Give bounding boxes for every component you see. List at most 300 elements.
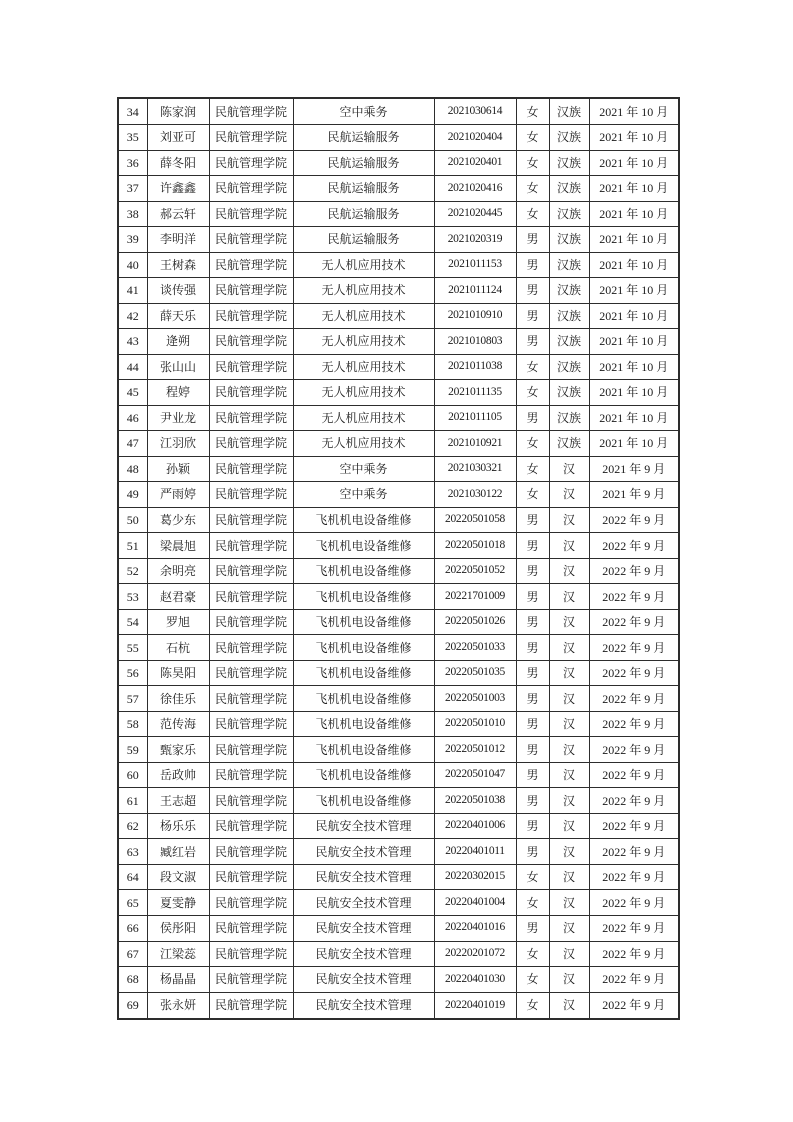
table-cell: 民航管理学院 xyxy=(209,737,293,763)
table-cell: 汉 xyxy=(549,967,589,993)
student-table-body xyxy=(118,98,679,1019)
table-cell: 赵君豪 xyxy=(147,584,209,610)
table-cell: 飞机机电设备维修 xyxy=(293,686,434,712)
table-row xyxy=(118,737,679,763)
table-cell: 民航管理学院 xyxy=(209,482,293,508)
table-cell: 汉 xyxy=(549,635,589,661)
table-cell: 男 xyxy=(516,533,549,559)
table-cell: 20220501018 xyxy=(434,533,516,559)
table-cell: 20221701009 xyxy=(434,584,516,610)
table-cell: 汉族 xyxy=(549,227,589,253)
table-cell: 汉族 xyxy=(549,431,589,457)
table-row xyxy=(118,864,679,890)
table-cell: 2022 年 9 月 xyxy=(589,762,679,788)
table-cell: 女 xyxy=(516,482,549,508)
table-cell: 汉族 xyxy=(549,150,589,176)
table-cell: 汉族 xyxy=(549,98,589,125)
table-cell: 男 xyxy=(516,762,549,788)
table-cell: 段文淑 xyxy=(147,864,209,890)
table-cell: 女 xyxy=(516,98,549,125)
table-cell: 汉 xyxy=(549,788,589,814)
table-row xyxy=(118,201,679,227)
table-cell: 66 xyxy=(118,915,147,941)
table-cell: 余明亮 xyxy=(147,558,209,584)
table-cell: 王志超 xyxy=(147,788,209,814)
table-cell: 民航管理学院 xyxy=(209,507,293,533)
table-cell: 20220302015 xyxy=(434,864,516,890)
table-cell: 民航管理学院 xyxy=(209,839,293,865)
table-cell: 男 xyxy=(516,329,549,355)
table-cell: 女 xyxy=(516,431,549,457)
table-cell: 女 xyxy=(516,125,549,151)
table-cell: 2022 年 9 月 xyxy=(589,788,679,814)
table-cell: 孙颖 xyxy=(147,456,209,482)
table-cell: 男 xyxy=(516,635,549,661)
table-cell: 汉族 xyxy=(549,329,589,355)
table-cell: 民航管理学院 xyxy=(209,252,293,278)
table-cell: 侯彤阳 xyxy=(147,915,209,941)
table-cell: 41 xyxy=(118,278,147,304)
table-cell: 臧红岩 xyxy=(147,839,209,865)
table-cell: 陈昊阳 xyxy=(147,660,209,686)
table-cell: 民航运输服务 xyxy=(293,176,434,202)
table-cell: 2021 年 10 月 xyxy=(589,252,679,278)
table-row xyxy=(118,176,679,202)
table-cell: 2021 年 10 月 xyxy=(589,354,679,380)
table-cell: 43 xyxy=(118,329,147,355)
table-cell: 2022 年 9 月 xyxy=(589,839,679,865)
table-cell: 民航管理学院 xyxy=(209,303,293,329)
table-cell: 男 xyxy=(516,788,549,814)
table-cell: 汉 xyxy=(549,941,589,967)
table-cell: 民航管理学院 xyxy=(209,278,293,304)
table-row xyxy=(118,380,679,406)
table-row xyxy=(118,533,679,559)
table-row xyxy=(118,558,679,584)
table-cell: 男 xyxy=(516,558,549,584)
table-cell: 2021 年 10 月 xyxy=(589,150,679,176)
table-cell: 64 xyxy=(118,864,147,890)
table-cell: 民航管理学院 xyxy=(209,890,293,916)
table-row xyxy=(118,456,679,482)
table-cell: 逄朔 xyxy=(147,329,209,355)
table-cell: 2021030122 xyxy=(434,482,516,508)
table-cell: 2021020401 xyxy=(434,150,516,176)
table-cell: 无人机应用技术 xyxy=(293,354,434,380)
table-cell: 2022 年 9 月 xyxy=(589,507,679,533)
table-cell: 李明洋 xyxy=(147,227,209,253)
table-cell: 民航管理学院 xyxy=(209,380,293,406)
table-cell: 民航管理学院 xyxy=(209,660,293,686)
table-cell: 男 xyxy=(516,839,549,865)
table-row xyxy=(118,686,679,712)
table-cell: 38 xyxy=(118,201,147,227)
table-cell: 飞机机电设备维修 xyxy=(293,762,434,788)
student-roster-table xyxy=(117,97,680,1020)
table-cell: 无人机应用技术 xyxy=(293,380,434,406)
table-cell: 汉族 xyxy=(549,354,589,380)
table-cell: 2022 年 9 月 xyxy=(589,609,679,635)
table-cell: 男 xyxy=(516,252,549,278)
table-cell: 2021030614 xyxy=(434,98,516,125)
table-cell: 汉族 xyxy=(549,176,589,202)
table-row xyxy=(118,252,679,278)
table-row xyxy=(118,992,679,1019)
table-cell: 梁晨旭 xyxy=(147,533,209,559)
table-cell: 汉 xyxy=(549,558,589,584)
table-cell: 39 xyxy=(118,227,147,253)
table-cell: 男 xyxy=(516,711,549,737)
table-cell: 薛天乐 xyxy=(147,303,209,329)
table-cell: 2022 年 9 月 xyxy=(589,890,679,916)
table-cell: 汉族 xyxy=(549,201,589,227)
table-row xyxy=(118,839,679,865)
table-cell: 2021020404 xyxy=(434,125,516,151)
table-cell: 20220401019 xyxy=(434,992,516,1019)
table-cell: 20220501058 xyxy=(434,507,516,533)
table-cell: 2022 年 9 月 xyxy=(589,737,679,763)
table-cell: 民航管理学院 xyxy=(209,558,293,584)
table-cell: 50 xyxy=(118,507,147,533)
table-cell: 45 xyxy=(118,380,147,406)
table-cell: 民航管理学院 xyxy=(209,915,293,941)
table-cell: 20220501010 xyxy=(434,711,516,737)
table-cell: 王树森 xyxy=(147,252,209,278)
table-cell: 20220501012 xyxy=(434,737,516,763)
table-cell: 20220401004 xyxy=(434,890,516,916)
table-cell: 民航管理学院 xyxy=(209,533,293,559)
table-cell: 2022 年 9 月 xyxy=(589,967,679,993)
table-cell: 无人机应用技术 xyxy=(293,431,434,457)
table-cell: 民航管理学院 xyxy=(209,201,293,227)
table-cell: 20220401011 xyxy=(434,839,516,865)
table-cell: 65 xyxy=(118,890,147,916)
table-cell: 葛少东 xyxy=(147,507,209,533)
table-cell: 2021 年 10 月 xyxy=(589,278,679,304)
table-cell: 民航管理学院 xyxy=(209,150,293,176)
table-cell: 许鑫鑫 xyxy=(147,176,209,202)
table-row xyxy=(118,482,679,508)
table-cell: 民航运输服务 xyxy=(293,201,434,227)
table-cell: 汉族 xyxy=(549,125,589,151)
table-cell: 女 xyxy=(516,992,549,1019)
table-cell: 46 xyxy=(118,405,147,431)
table-cell: 民航运输服务 xyxy=(293,227,434,253)
table-cell: 民航管理学院 xyxy=(209,584,293,610)
table-cell: 2021011105 xyxy=(434,405,516,431)
table-cell: 汉族 xyxy=(549,278,589,304)
table-cell: 汉族 xyxy=(549,405,589,431)
table-cell: 薛冬阳 xyxy=(147,150,209,176)
table-row xyxy=(118,98,679,125)
table-cell: 男 xyxy=(516,686,549,712)
table-cell: 汉族 xyxy=(549,303,589,329)
table-cell: 44 xyxy=(118,354,147,380)
table-row xyxy=(118,915,679,941)
table-cell: 2021 年 10 月 xyxy=(589,380,679,406)
table-cell: 男 xyxy=(516,507,549,533)
table-cell: 汉 xyxy=(549,839,589,865)
table-cell: 男 xyxy=(516,813,549,839)
table-cell: 2022 年 9 月 xyxy=(589,558,679,584)
table-cell: 2021 年 10 月 xyxy=(589,125,679,151)
table-cell: 郝云轩 xyxy=(147,201,209,227)
table-row xyxy=(118,227,679,253)
table-cell: 61 xyxy=(118,788,147,814)
table-cell: 汉 xyxy=(549,584,589,610)
table-cell: 2022 年 9 月 xyxy=(589,813,679,839)
table-cell: 男 xyxy=(516,303,549,329)
table-cell: 民航管理学院 xyxy=(209,967,293,993)
table-cell: 女 xyxy=(516,380,549,406)
table-cell: 2022 年 9 月 xyxy=(589,660,679,686)
table-cell: 民航安全技术管理 xyxy=(293,967,434,993)
table-cell: 男 xyxy=(516,737,549,763)
table-cell: 罗旭 xyxy=(147,609,209,635)
table-cell: 程婷 xyxy=(147,380,209,406)
table-cell: 汉 xyxy=(549,890,589,916)
table-cell: 汉 xyxy=(549,686,589,712)
table-cell: 汉 xyxy=(549,456,589,482)
table-cell: 民航运输服务 xyxy=(293,125,434,151)
table-cell: 飞机机电设备维修 xyxy=(293,737,434,763)
table-row xyxy=(118,788,679,814)
table-row xyxy=(118,303,679,329)
table-row xyxy=(118,354,679,380)
table-cell: 51 xyxy=(118,533,147,559)
table-cell: 空中乘务 xyxy=(293,456,434,482)
table-cell: 陈家润 xyxy=(147,98,209,125)
table-cell: 尹业龙 xyxy=(147,405,209,431)
table-cell: 52 xyxy=(118,558,147,584)
table-cell: 女 xyxy=(516,354,549,380)
table-cell: 2021 年 10 月 xyxy=(589,303,679,329)
table-cell: 无人机应用技术 xyxy=(293,252,434,278)
table-cell: 2022 年 9 月 xyxy=(589,635,679,661)
table-cell: 20220401016 xyxy=(434,915,516,941)
table-cell: 民航管理学院 xyxy=(209,125,293,151)
table-cell: 2022 年 9 月 xyxy=(589,711,679,737)
table-cell: 20220401030 xyxy=(434,967,516,993)
table-cell: 2022 年 9 月 xyxy=(589,915,679,941)
table-cell: 2022 年 9 月 xyxy=(589,992,679,1019)
table-cell: 民航安全技术管理 xyxy=(293,915,434,941)
table-cell: 男 xyxy=(516,278,549,304)
table-cell: 刘亚可 xyxy=(147,125,209,151)
table-cell: 男 xyxy=(516,915,549,941)
table-cell: 40 xyxy=(118,252,147,278)
table-cell: 无人机应用技术 xyxy=(293,329,434,355)
table-cell: 2021011153 xyxy=(434,252,516,278)
table-cell: 2021020416 xyxy=(434,176,516,202)
table-row xyxy=(118,125,679,151)
table-cell: 岳政帅 xyxy=(147,762,209,788)
table-cell: 42 xyxy=(118,303,147,329)
table-row xyxy=(118,711,679,737)
table-cell: 民航安全技术管理 xyxy=(293,941,434,967)
table-cell: 69 xyxy=(118,992,147,1019)
table-cell: 范传海 xyxy=(147,711,209,737)
table-cell: 女 xyxy=(516,176,549,202)
table-cell: 男 xyxy=(516,405,549,431)
table-cell: 空中乘务 xyxy=(293,482,434,508)
table-cell: 严雨婷 xyxy=(147,482,209,508)
table-cell: 飞机机电设备维修 xyxy=(293,507,434,533)
table-cell: 男 xyxy=(516,609,549,635)
table-cell: 空中乘务 xyxy=(293,98,434,125)
table-cell: 20220501035 xyxy=(434,660,516,686)
table-cell: 37 xyxy=(118,176,147,202)
table-cell: 2021 年 10 月 xyxy=(589,329,679,355)
table-cell: 2021030321 xyxy=(434,456,516,482)
table-cell: 2022 年 9 月 xyxy=(589,584,679,610)
table-cell: 62 xyxy=(118,813,147,839)
table-cell: 2021010910 xyxy=(434,303,516,329)
table-cell: 飞机机电设备维修 xyxy=(293,660,434,686)
table-cell: 飞机机电设备维修 xyxy=(293,788,434,814)
table-cell: 58 xyxy=(118,711,147,737)
table-cell: 男 xyxy=(516,227,549,253)
table-cell: 20220501052 xyxy=(434,558,516,584)
table-cell: 汉 xyxy=(549,507,589,533)
table-row xyxy=(118,941,679,967)
table-cell: 民航管理学院 xyxy=(209,813,293,839)
table-cell: 54 xyxy=(118,609,147,635)
table-cell: 56 xyxy=(118,660,147,686)
table-cell: 57 xyxy=(118,686,147,712)
table-cell: 汉 xyxy=(549,762,589,788)
table-cell: 民航管理学院 xyxy=(209,456,293,482)
table-cell: 汉 xyxy=(549,660,589,686)
table-cell: 民航管理学院 xyxy=(209,405,293,431)
table-cell: 民航管理学院 xyxy=(209,788,293,814)
table-cell: 2021 年 10 月 xyxy=(589,405,679,431)
table-row xyxy=(118,405,679,431)
table-cell: 民航管理学院 xyxy=(209,635,293,661)
table-cell: 民航管理学院 xyxy=(209,609,293,635)
table-cell: 68 xyxy=(118,967,147,993)
table-cell: 谈传强 xyxy=(147,278,209,304)
table-cell: 48 xyxy=(118,456,147,482)
table-cell: 47 xyxy=(118,431,147,457)
table-cell: 2022 年 9 月 xyxy=(589,533,679,559)
table-cell: 35 xyxy=(118,125,147,151)
table-cell: 20220401006 xyxy=(434,813,516,839)
table-cell: 53 xyxy=(118,584,147,610)
table-cell: 2022 年 9 月 xyxy=(589,686,679,712)
table-cell: 2021020319 xyxy=(434,227,516,253)
table-cell: 20220501026 xyxy=(434,609,516,635)
table-cell: 张山山 xyxy=(147,354,209,380)
table-cell: 民航安全技术管理 xyxy=(293,839,434,865)
table-cell: 民航安全技术管理 xyxy=(293,992,434,1019)
table-cell: 20220501003 xyxy=(434,686,516,712)
table-cell: 无人机应用技术 xyxy=(293,303,434,329)
table-cell: 20220501047 xyxy=(434,762,516,788)
table-cell: 汉族 xyxy=(549,252,589,278)
table-row xyxy=(118,890,679,916)
table-cell: 女 xyxy=(516,456,549,482)
table-row xyxy=(118,507,679,533)
table-cell: 无人机应用技术 xyxy=(293,405,434,431)
table-row xyxy=(118,278,679,304)
table-row xyxy=(118,584,679,610)
table-cell: 民航安全技术管理 xyxy=(293,813,434,839)
table-cell: 汉 xyxy=(549,609,589,635)
table-cell: 2022 年 9 月 xyxy=(589,864,679,890)
table-cell: 2022 年 9 月 xyxy=(589,941,679,967)
table-cell: 汉 xyxy=(549,915,589,941)
table-cell: 杨乐乐 xyxy=(147,813,209,839)
table-cell: 民航管理学院 xyxy=(209,992,293,1019)
table-cell: 徐佳乐 xyxy=(147,686,209,712)
table-row xyxy=(118,329,679,355)
table-cell: 女 xyxy=(516,941,549,967)
table-cell: 男 xyxy=(516,660,549,686)
table-cell: 汉 xyxy=(549,533,589,559)
table-cell: 飞机机电设备维修 xyxy=(293,711,434,737)
table-cell: 2021011124 xyxy=(434,278,516,304)
table-cell: 2021 年 10 月 xyxy=(589,201,679,227)
table-cell: 2021011038 xyxy=(434,354,516,380)
table-cell: 汉 xyxy=(549,864,589,890)
table-row xyxy=(118,967,679,993)
table-cell: 民航运输服务 xyxy=(293,150,434,176)
table-row xyxy=(118,635,679,661)
table-row xyxy=(118,660,679,686)
table-cell: 民航管理学院 xyxy=(209,762,293,788)
table-cell: 男 xyxy=(516,584,549,610)
table-cell: 2021 年 10 月 xyxy=(589,176,679,202)
table-cell: 36 xyxy=(118,150,147,176)
table-cell: 飞机机电设备维修 xyxy=(293,584,434,610)
table-cell: 江羽欣 xyxy=(147,431,209,457)
table-cell: 民航管理学院 xyxy=(209,941,293,967)
table-row xyxy=(118,431,679,457)
table-cell: 江梁蕊 xyxy=(147,941,209,967)
table-cell: 2021 年 10 月 xyxy=(589,431,679,457)
table-cell: 67 xyxy=(118,941,147,967)
table-cell: 汉 xyxy=(549,992,589,1019)
table-cell: 民航管理学院 xyxy=(209,711,293,737)
table-cell: 2021011135 xyxy=(434,380,516,406)
table-cell: 2021 年 9 月 xyxy=(589,482,679,508)
table-cell: 49 xyxy=(118,482,147,508)
table-row xyxy=(118,609,679,635)
table-cell: 民航管理学院 xyxy=(209,98,293,125)
table-cell: 34 xyxy=(118,98,147,125)
table-cell: 汉 xyxy=(549,737,589,763)
table-cell: 55 xyxy=(118,635,147,661)
table-cell: 2021 年 10 月 xyxy=(589,98,679,125)
table-cell: 甄家乐 xyxy=(147,737,209,763)
table-cell: 2021020445 xyxy=(434,201,516,227)
table-row xyxy=(118,150,679,176)
table-cell: 汉族 xyxy=(549,380,589,406)
table-cell: 民航管理学院 xyxy=(209,176,293,202)
table-cell: 汉 xyxy=(549,482,589,508)
table-cell: 夏雯静 xyxy=(147,890,209,916)
table-cell: 无人机应用技术 xyxy=(293,278,434,304)
table-cell: 民航安全技术管理 xyxy=(293,864,434,890)
table-cell: 民航管理学院 xyxy=(209,686,293,712)
table-row xyxy=(118,762,679,788)
table-cell: 张永妍 xyxy=(147,992,209,1019)
table-cell: 民航管理学院 xyxy=(209,431,293,457)
table-cell: 女 xyxy=(516,967,549,993)
table-cell: 飞机机电设备维修 xyxy=(293,558,434,584)
table-cell: 民航管理学院 xyxy=(209,329,293,355)
